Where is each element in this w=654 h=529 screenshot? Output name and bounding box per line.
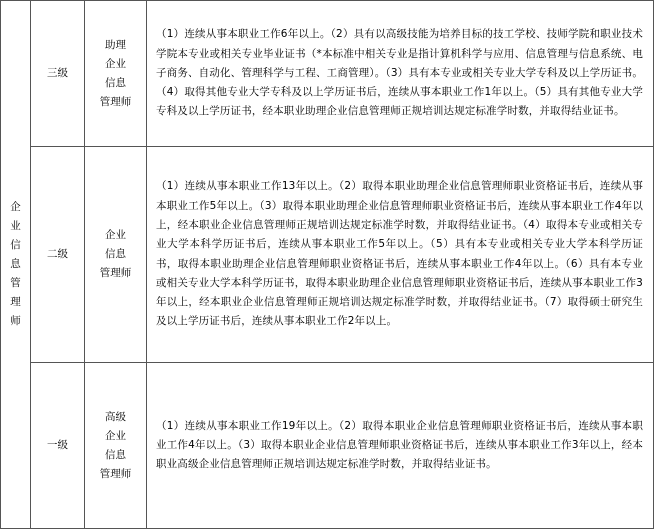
title-line: 企业 [105,429,126,442]
title-line: 管理师 [99,95,132,108]
occupation-char: 理 [10,296,21,308]
title-line: 高级 [105,410,126,423]
occupation-name-cell [1,1,31,529]
occupation-char: 信 [10,239,21,251]
occupation-char: 企 [10,201,21,213]
level-label: 三级 [31,1,85,147]
requirements-text: （1）连续从事本职业工作6年以上。（2）具有以高级技能为培养目标的技工学校、技师学院和职业技术学院本专业或相关专业毕业证书（*本标准中相关专业是指计算机科学与应用、信息管理与信息系统、电子商务、自动化、管理科学与工程、工商管理）。（3）具有本专业或相关专业大学专科及以上学历证书。（4）取得其他专业大学专科及以上学历证书后，连续从事本职业工作1年以上。（5）具有其他专业大学专科及以上学历证书，经本职业助理企业信息管理师正规培训达规定标准学时数，并取得结业证书。 [147,1,654,147]
title-line: 信息 [105,248,126,260]
occupation-char: 息 [10,258,21,270]
level-label: 二级 [31,147,85,363]
title-line: 信息 [105,448,126,461]
requirements-text: （1）连续从事本职业工作13年以上。（2）取得本职业助理企业信息管理师职业资格证书后，连续从事本职业工作5年以上。（3）取得本职业助理企业信息管理师职业资格证书后，连续从事本职业工作4年以上，经本职业企业信息管理师正规培训达规定标准学时数，并取得结业证书。（4）取得本专业或相关专业大学本科学历证书后，连续从事本职业工作5年以上。（5）具有本专业或相关专业大学本科学历证书，取得本职业助理企业信息管理师职业资格证书后，连续从事本职业工作4年以上。（6）具有本专业或相关专业大学本科学历证书，取得本职业助理企业信息管理师职业资格证书后，连续从事本职业工作3年以上，经本职业企业信息管理师正规培训达规定标准学时数，并取得结业证书。（7）取得硕士研究生及以上学历证书后，连续从事本职业工作2年以上。 [147,147,654,363]
title-cell [85,363,147,529]
title-line: 管理师 [99,467,132,480]
title-cell [85,147,147,363]
table-row-level-3 [1,1,654,147]
table-row-level-2 [1,147,654,363]
occupation-char: 师 [10,315,21,327]
table-row-level-1 [1,363,654,529]
title-line: 企业 [105,229,126,241]
occupation-char: 管 [10,277,21,289]
title-line: 助理 [105,38,126,51]
title-cell [85,1,147,147]
occupation-char: 业 [10,220,21,232]
requirements-text: （1）连续从事本职业工作19年以上。（2）取得本职业企业信息管理师职业资格证书后，连续从事本职业工作4年以上。（3）取得本职业企业信息管理师职业资格证书后，连续从事本职业工作3年以上，经本职业高级企业信息管理师正规培训达规定标准学时数，并取得结业证书。 [147,363,654,529]
level-label: 一级 [31,363,85,529]
title-line: 管理师 [99,267,132,279]
title-line: 企业 [105,57,126,70]
title-line: 信息 [105,76,126,89]
